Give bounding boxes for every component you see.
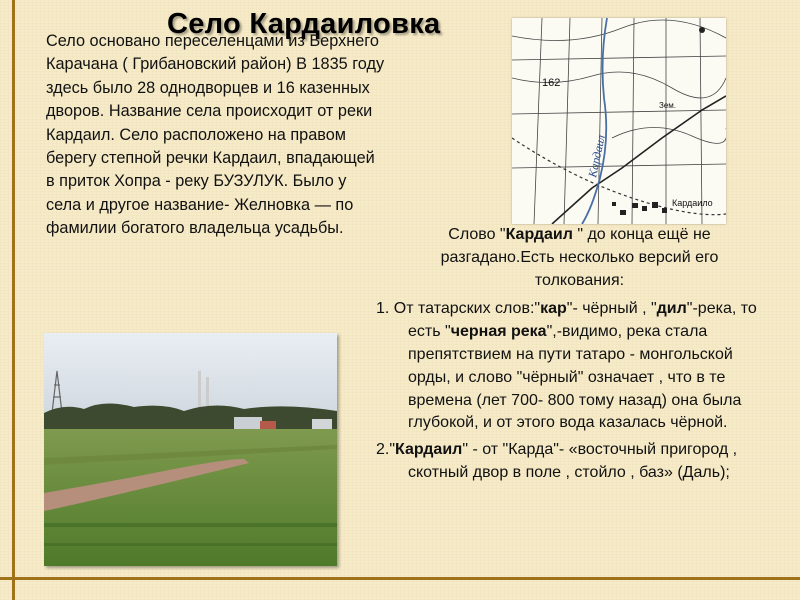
map-label-village: Кардаило	[672, 198, 713, 208]
slide-title: Село Кардаиловка	[167, 8, 441, 40]
word-kardail: Кардаил	[505, 226, 573, 243]
versions-block	[376, 224, 776, 485]
map-label-zem: Зем.	[659, 101, 677, 110]
intro-paragraph: Село основано переселенцами из Верхнего Карачана ( Грибановский район) В 1835 году здесь было 28 однодворцев и 16 казенных дворов. Название села происходит от реки Кардаил. Село расположено на правом берегу степной речки Кардаил, впадающей в приток Хопра - реку БУЗУЛУК. Было у села и другое название- Желновка — по фамилии богатого владельца усадьбы.	[46, 32, 385, 238]
versions-intro: Слово "Кардаил " до конца ещё не разгадано.Есть несколько версий его толкования:	[440, 226, 719, 289]
version-item-1: 1. От татарских слов:"кар"- чёрный , "дил"-река, то есть "черная река",-видимо, река стала препятствием на пути татаро - монгольской орды, и слово "чёрный" означает , что в те времена (лет 700- 800 тому назад) она была глубокой, и от этого вода казалась чёрной.	[376, 300, 757, 432]
version-item-2: 2."Кардаил" - от "Карда"- «восточный пригород , скотный двор в поле , стойло , баз» (Даль);	[376, 441, 738, 481]
frame-horizontal-line	[0, 577, 800, 580]
topographic-map-image	[512, 18, 726, 224]
map-label-162: 162	[542, 77, 561, 89]
map-label-river: Кардаил	[585, 133, 608, 179]
frame-vertical-line	[12, 0, 15, 600]
village-landscape-photo	[44, 333, 337, 566]
